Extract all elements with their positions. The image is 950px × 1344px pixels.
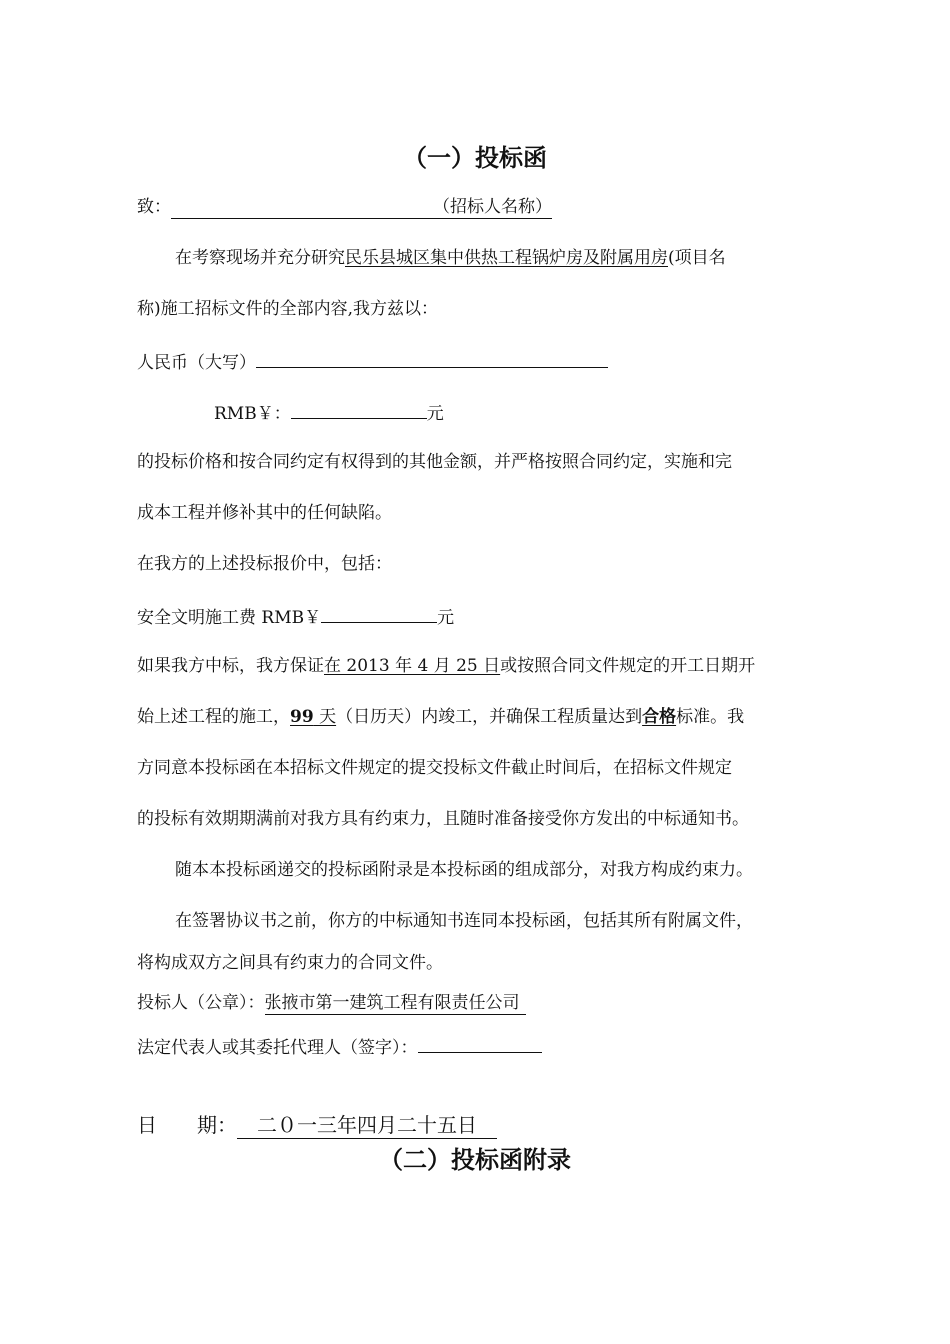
rmb-number-line: RMB￥： 元: [214, 400, 444, 425]
date-value: 二０一三年四月二十五日: [237, 1113, 497, 1137]
bidder-line: 投标人（公章）：张掖市第一建筑工程有限责任公司: [137, 992, 526, 1015]
para1-line2: 称)施工招标文件的全部内容,我方兹以：: [137, 299, 439, 319]
quality-standard: 合格: [642, 707, 677, 727]
bidder-name: 张掖市第一建筑工程有限责任公司: [265, 992, 526, 1015]
rmb-number-blank: [291, 400, 427, 419]
duration-days: 99 天: [290, 707, 337, 727]
para2-line1: 的投标价格和按合同约定有权得到的其他金额，并严格按照合同约定，实施和完: [137, 452, 732, 472]
safety-fee-line: 安全文明施工费 RMB￥ 元: [137, 604, 454, 629]
date-line: 日 期： 二０一三年四月二十五日: [137, 1113, 497, 1137]
para4-line3: 方同意本投标函在本招标文件规定的提交投标文件截止时间后，在招标文件规定: [137, 758, 732, 778]
page-title: （一）投标函: [403, 144, 547, 172]
safety-fee-blank: [321, 604, 437, 623]
para6-line1: 在签署协议书之前，你方的中标通知书连同本投标函，包括其所有附属文件，: [175, 911, 753, 931]
para4-line1: 如果我方中标，我方保证在 2013 年 4 月 25 日或按照合同文件规定的开工日期开: [137, 656, 756, 676]
rmb-words-blank: [256, 349, 608, 368]
para4-line4: 的投标有效期期满前对我方具有约束力，且随时准备接受你方发出的中标通知书。: [137, 809, 749, 829]
para5-line: 随本本投标函递交的投标函附录是本投标函的组成部分，对我方构成约束力。: [175, 860, 753, 880]
start-date: 在 2013 年 4 月 25 日: [324, 656, 501, 676]
para3-line: 在我方的上述投标报价中，包括：: [137, 554, 392, 574]
addressee-line: [137, 196, 552, 219]
addressee-blank: [171, 196, 552, 219]
representative-line: 法定代表人或其委托代理人（签字）：: [137, 1034, 542, 1059]
rmb-words-line: 人民币（大写）: [137, 349, 608, 374]
project-name: 民乐县城区集中供热工程锅炉房及附属用房: [345, 248, 668, 268]
to-prefix: 致：: [137, 197, 171, 217]
appendix-title: （二）投标函附录: [379, 1146, 571, 1174]
to-suffix: （招标人名称）: [433, 197, 552, 217]
para2-line2: 成本工程并修补其中的任何缺陷。: [137, 503, 392, 523]
para6-line2: 将构成双方之间具有约束力的合同文件。: [137, 953, 443, 973]
signature-blank: [418, 1034, 542, 1053]
para4-line2: 始上述工程的施工，99 天（日历天）内竣工，并确保工程质量达到合格标准。我: [137, 707, 745, 727]
para1-line1: 在考察现场并充分研究民乐县城区集中供热工程锅炉房及附属用房(项目名: [175, 248, 726, 268]
